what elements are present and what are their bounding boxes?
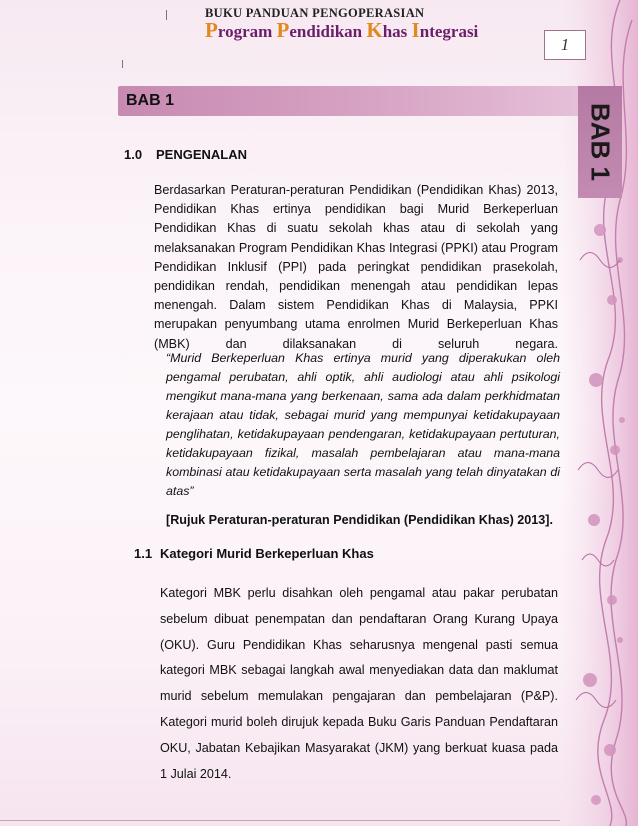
definition-quote: “Murid Berkeperluan Khas ertinya murid yang diperakukan oleh pengamal perubatan, ahli optik, ahli audiologi atau ahli psikologi mengikut mana-mana yang berkenaan, sama ada dalam perkhidmatan kerajaan atau tidak, sebagai murid yang mempunyai ketidakupayaan penglihatan, ketidakupayaan pendengaran, ketidakupayaan pertuturan, ketidakupayaan fizikal, masalah pembelajaran atau mana-mana kombinasi atau ketidakupayaan serta masalah yang telah dinyatakan di atas” (166, 351, 560, 498)
section-number: 1.0 (124, 147, 143, 162)
footer-rule (0, 820, 560, 821)
header-title-word: Pendidikan (276, 18, 363, 42)
subsection-heading (134, 546, 374, 561)
reference-note: [Rujuk Peraturan-peraturan Pendidikan (Pendidikan Khas) 2013]. (166, 513, 553, 527)
page-number: 1 (544, 30, 586, 60)
intro-paragraph: Berdasarkan Peraturan-peraturan Pendidikan (Pendidikan Khas) 2013, Pendidikan Khas ertinya pendidikan bagi Murid Berkeperluan Pendidikan Khas di suatu sekolah khas atau di sekolah yang melaksanakan Program Pendidikan Khas Integrasi (PPKI) atau Program Pendidikan Inklusif (PPI) pada peringkat pendidikan prasekolah, pendidikan rendah, pendidikan menengah atau pendidikan lepas menengah. Dalam sistem Pendidikan Khas di Malaysia, PPKI merupakan penyumbang utama enrolmen Murid Berkeperluan Khas (MBK) dan dilaksanakan di seluruh negara. (154, 183, 558, 351)
crop-mark (166, 10, 167, 20)
chapter-header-bar (118, 86, 578, 116)
crop-mark (122, 60, 123, 68)
header-title-word: Integrasi (411, 18, 479, 42)
header-title-word: Program (205, 18, 273, 42)
header-title-word: Khas (366, 18, 408, 42)
chapter-label: BAB 1 (126, 92, 175, 109)
header-title (205, 18, 478, 43)
section-heading (124, 147, 247, 162)
chapter-side-tab (578, 86, 622, 198)
subsection-number: 1.1 (134, 546, 153, 561)
header-subtitle: BUKU PANDUAN PENGOPERASIAN (205, 6, 425, 20)
subsection-title: Kategori Murid Berkeperluan Khas (160, 546, 374, 561)
section-title: PENGENALAN (156, 147, 248, 162)
side-tab-label: BAB 1 (585, 102, 616, 182)
category-paragraph: Kategori MBK perlu disahkan oleh pengamal atau pakar perubatan sebelum dibuat penempatan dan pendaftaran Orang Kurang Upaya (OKU). Guru Pendidikan Khas seharusnya mengenal pasti semua kategori MBK sebagai langkah awal menyediakan data dan maklumat murid sebelum memulakan pengajaran dan pembelajaran (P&P). Kategori murid boleh dirujuk kepada Buku Garis Panduan Pendaftaran OKU, Jabatan Kebajikan Masyarakat (JKM) yang berkuat kuasa pada 1 Julai 2014. (160, 586, 558, 781)
